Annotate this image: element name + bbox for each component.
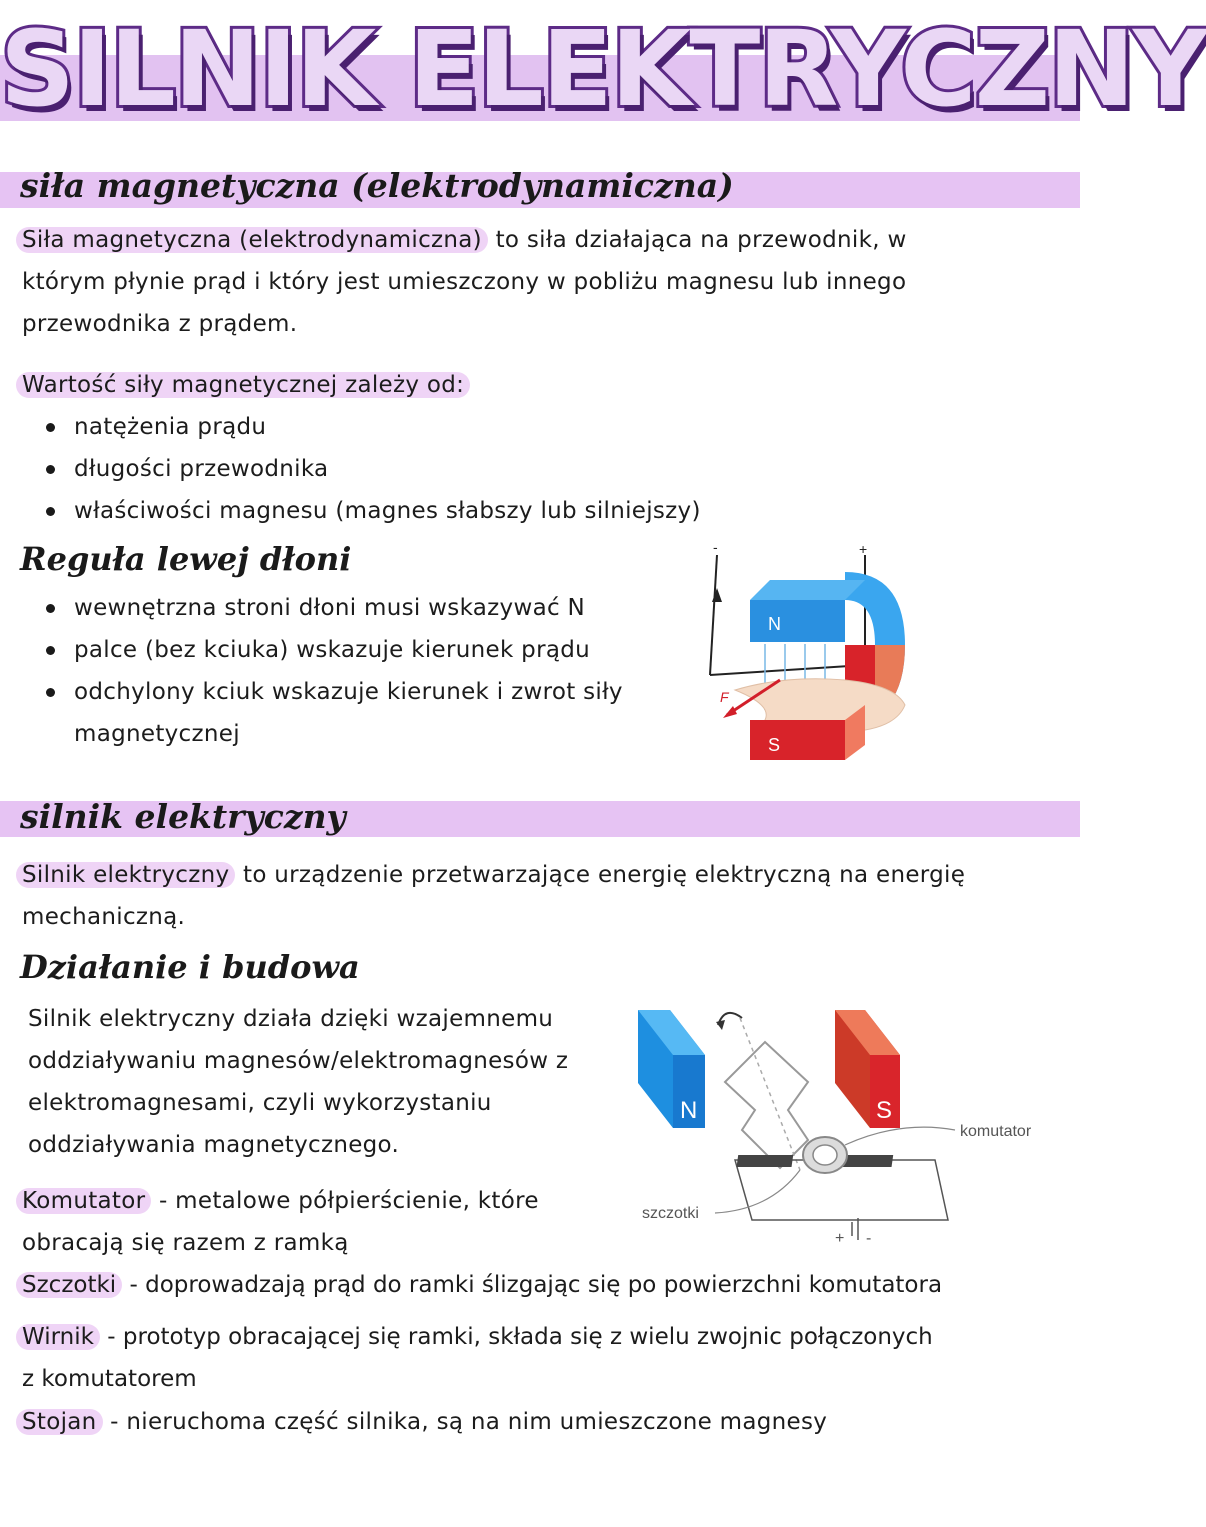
motor-diagram <box>630 1000 1060 1250</box>
south-pole-block <box>750 720 845 760</box>
north-label: N <box>680 1097 698 1124</box>
commutator-label: komutator <box>960 1123 1032 1140</box>
list-item: wewnętrzna stroni dłoni musi wskazywać N <box>22 587 702 629</box>
left-hand-rule-list <box>22 587 702 713</box>
battery-plus-label: + <box>835 1230 845 1247</box>
list-item: właściwości magnesu (magnes słabszy lub silniejszy) <box>22 490 822 532</box>
electric-motor-definition: Silnik elektryczny to urządzenie przetwarzające energię elektryczną na energię mechaniczną. <box>22 854 1072 938</box>
plus-label: + <box>859 541 868 557</box>
list-item: długości przewodnika <box>22 448 822 490</box>
north-pole-block <box>750 600 845 642</box>
battery-minus-label: - <box>866 1230 872 1247</box>
minus-label: - <box>713 539 718 555</box>
south-label: S <box>876 1097 893 1124</box>
base-plate <box>735 1160 948 1220</box>
brush-left <box>737 1155 794 1167</box>
depends-list <box>22 406 822 532</box>
term-rotor: Wirnik - prototyp obracającej się ramki, składa się z wielu zwojnic połączonych z komutatorem <box>22 1316 1077 1400</box>
page-title: SILNIK ELEKTRYCZNY <box>0 8 1206 130</box>
force-label: F <box>720 689 729 705</box>
brushes-label: szczotki <box>642 1205 699 1222</box>
left-hand-rule-figure <box>695 540 925 770</box>
term-highlight: Silnik elektryczny <box>16 862 235 888</box>
list-item: palce (bez kciuka) wskazuje kierunek prądu <box>22 629 702 671</box>
south-label: S <box>768 735 781 755</box>
term-brushes: Szczotki - doprowadzają prąd do ramki ślizgając się po powierzchni komutatora <box>22 1264 1077 1306</box>
term-stator: Stojan - nieruchoma część silnika, są na nim umieszczone magnesy <box>22 1401 1022 1443</box>
left-hand-rule-heading: Reguła lewej dłoni <box>20 540 352 578</box>
section-heading-electric-motor: silnik elektryczny <box>20 797 346 836</box>
operation-paragraph: Silnik elektryczny działa dzięki wzajemnemu oddziaływaniu magnesów/elektromagnesów z elektromagnesami, czyli wykorzystaniu oddziaływania magnetycznego. <box>28 1006 569 1158</box>
list-item: natężenia prądu <box>22 406 822 448</box>
coil-frame <box>725 1042 808 1168</box>
depends-label: Wartość siły magnetycznej zależy od: <box>22 364 470 406</box>
list-item: odchylony kciuk wskazuje kierunek i zwrot siły <box>22 671 702 713</box>
magnetic-force-definition: Siła magnetyczna (elektrodynamiczna) to siła działająca na przewodnik, w którym płynie prąd i który jest umieszczony w pobliżu magnesu lub innego przewodnika z prądem. <box>22 219 1062 345</box>
operation-heading: Działanie i budowa <box>20 948 360 986</box>
rule-item-continuation: magnetycznej <box>74 721 240 747</box>
term-highlight: Siła magnetyczna (elektrodynamiczna) <box>16 227 488 253</box>
section-heading-magnetic-force: siła magnetyczna (elektrodynamiczna) <box>20 166 734 205</box>
term-commutator: Komutator - metalowe półpierścienie, które obracają się razem z ramką <box>22 1180 642 1264</box>
north-label: N <box>768 614 781 634</box>
